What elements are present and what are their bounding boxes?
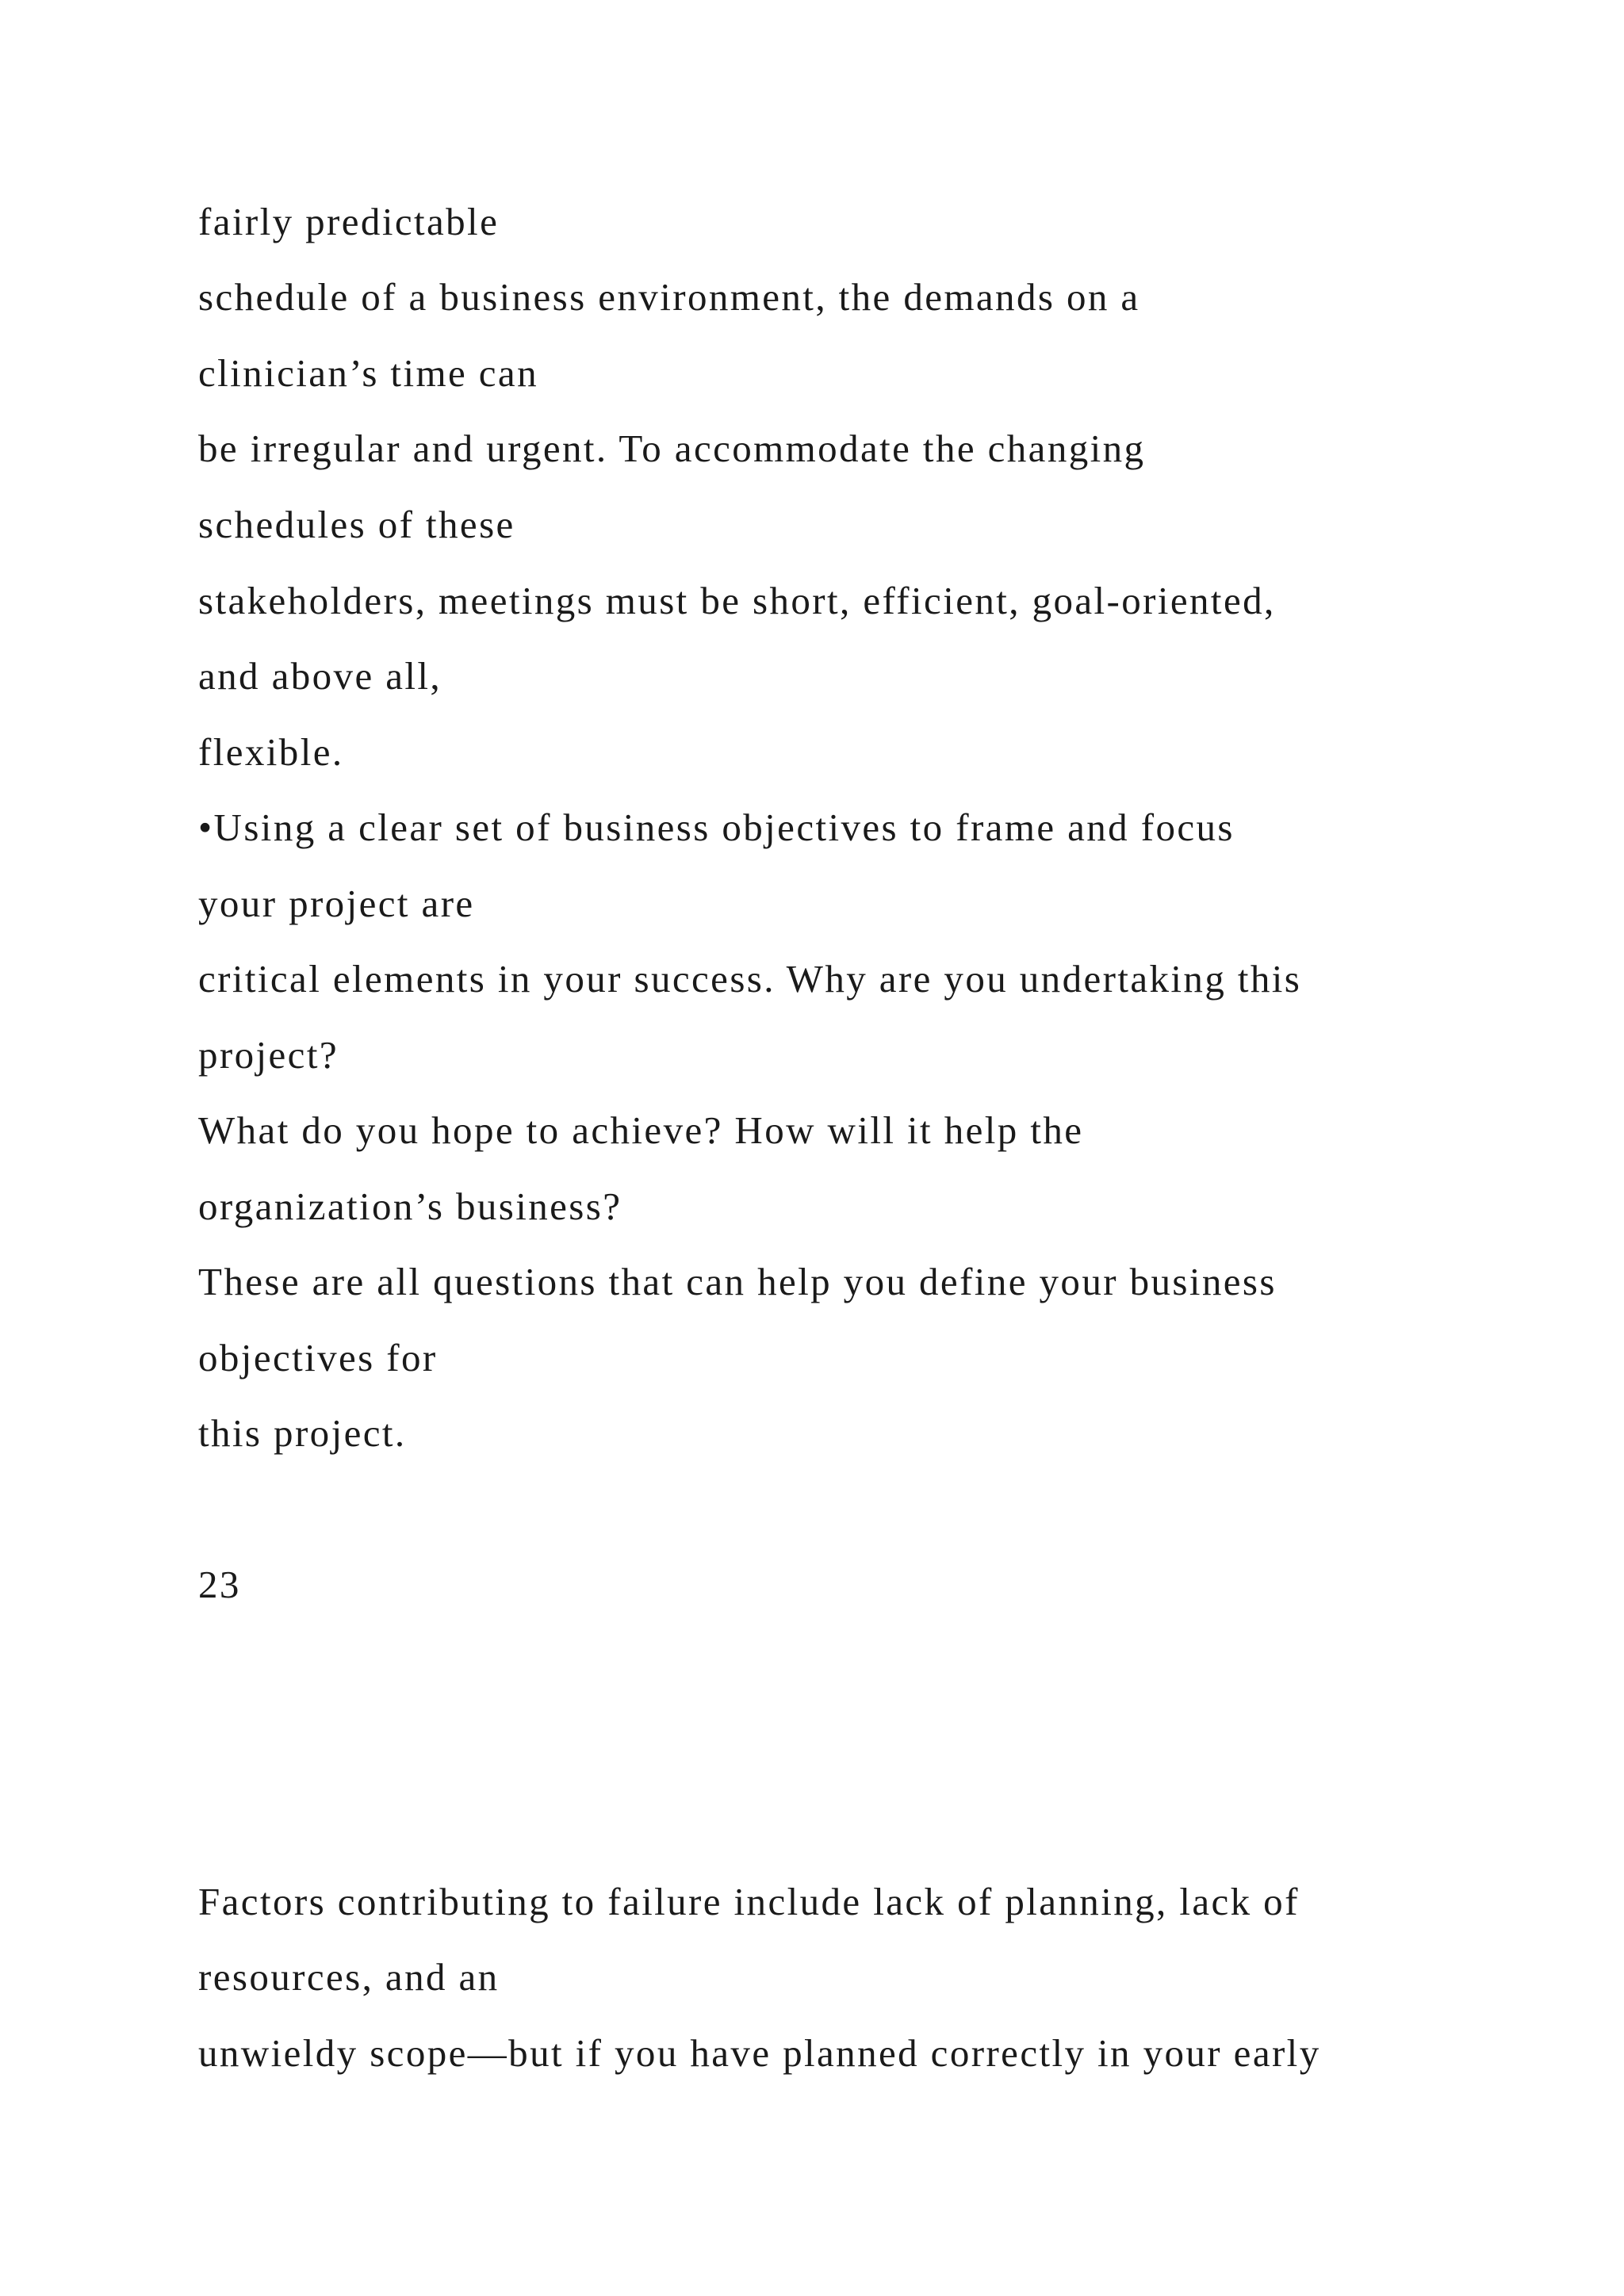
text-line: project? bbox=[198, 1033, 339, 1077]
text-line: unwieldy scope—but if you have planned correctly in your early bbox=[198, 2031, 1321, 2075]
text-line: Factors contributing to failure include lack of planning, lack of bbox=[198, 1880, 1300, 1923]
text-line: critical elements in your success. Why are you undertaking this bbox=[198, 957, 1302, 1001]
text-line: schedules of these bbox=[198, 503, 515, 546]
text-line: fairly predictable bbox=[198, 200, 500, 243]
text-line: objectives for bbox=[198, 1336, 438, 1380]
text-line: be irregular and urgent. To accommodate the changing bbox=[198, 427, 1146, 470]
page-number: 23 bbox=[198, 1563, 241, 1606]
text-line: These are all questions that can help you define your business bbox=[198, 1260, 1277, 1303]
text-line: organization’s business? bbox=[198, 1184, 622, 1228]
text-line: flexible. bbox=[198, 730, 344, 774]
text-line: stakeholders, meetings must be short, efficient, goal-oriented, bbox=[198, 579, 1276, 622]
text-line: schedule of a business environment, the demands on a bbox=[198, 275, 1140, 319]
text-line: clinician’s time can bbox=[198, 351, 538, 395]
text-line: this project. bbox=[198, 1411, 407, 1455]
text-line: resources, and an bbox=[198, 1955, 500, 1999]
bullet-text-line: •Using a clear set of business objectives to frame and focus bbox=[198, 806, 1235, 849]
text-line: your project are bbox=[198, 882, 475, 925]
text-line: and above all, bbox=[198, 654, 442, 698]
text-line: What do you hope to achieve? How will it help the bbox=[198, 1108, 1084, 1152]
